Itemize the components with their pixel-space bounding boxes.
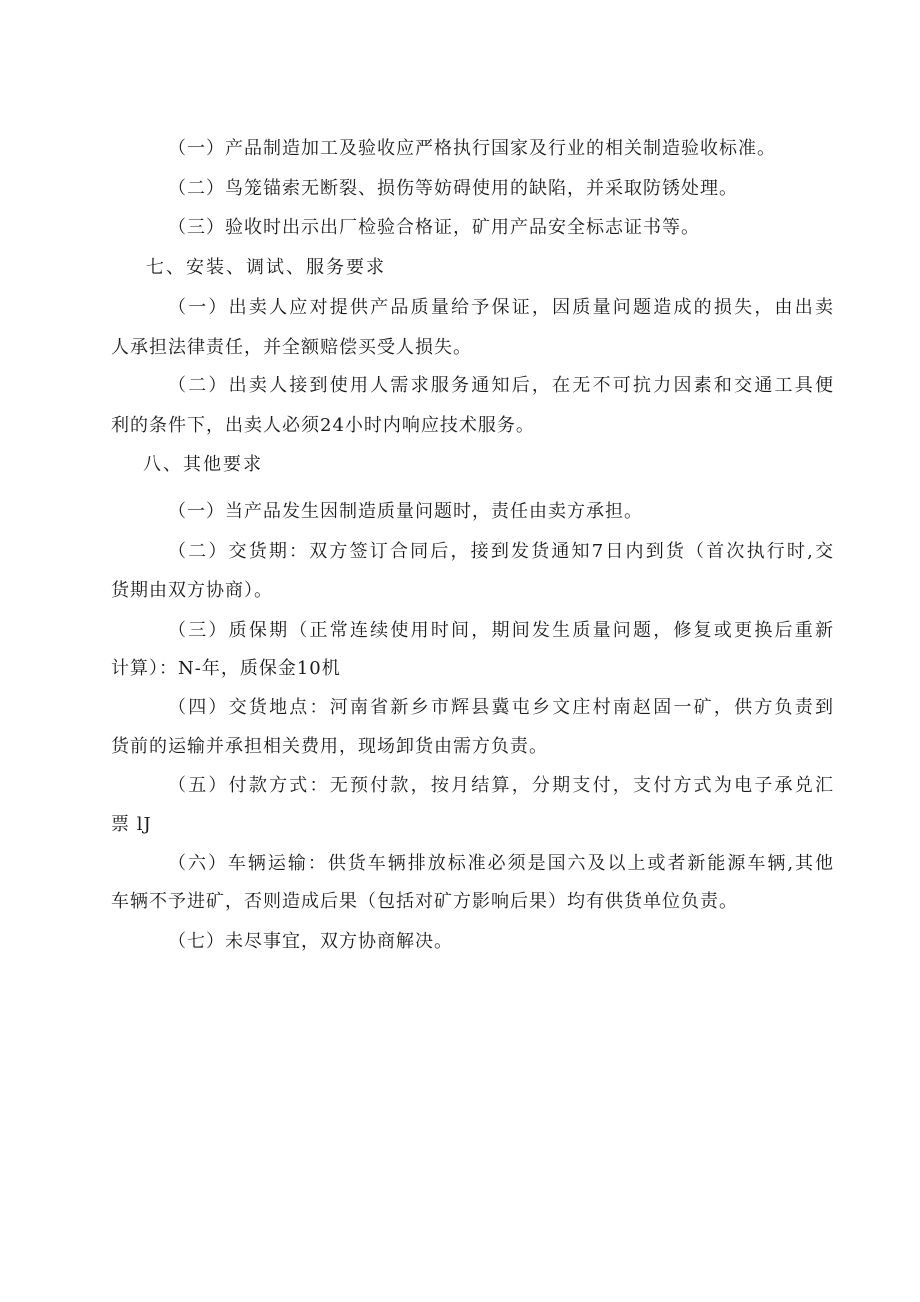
paragraph-seven-item-2-line-1: （二）出卖人接到使用人需求服务通知后，在无不可抗力因素和交通工具便 — [168, 375, 834, 396]
paragraph-eight-item-4-line-1: （四）交货地点：河南省新乡市辉县冀屯乡文庄村南赵固一矿，供方负责到 — [168, 697, 834, 718]
section-seven-heading: 七、安装、调试、服务要求 — [146, 257, 386, 278]
section-eight-heading: 八、其他要求 — [143, 454, 263, 475]
paragraph-six-item-3: （三）验收时出示出厂检验合格证，矿用产品安全标志证书等。 — [168, 217, 700, 238]
paragraph-six-item-1: （一）产品制造加工及验收应严格执行国家及行业的相关制造验收标准。 — [168, 138, 776, 159]
paragraph-eight-item-7: （七）未尽事宜，双方协商解决。 — [168, 931, 453, 952]
paragraph-seven-item-2-line-2: 利的条件下，出卖人必须24小时内响应技术服务。 — [111, 415, 535, 436]
paragraph-six-item-2: （二）鸟笼锚索无断裂、损伤等妨碍使用的缺陷，并采取防锈处理。 — [168, 178, 738, 199]
paragraph-eight-item-1: （一）当产品发生因制造质量问题时，责任由卖方承担。 — [168, 501, 643, 522]
paragraph-eight-item-2-line-2: 货期由双方协商）。 — [111, 580, 273, 601]
paragraph-seven-item-1-line-2: 人承担法律责任，并全额赔偿买受人损失。 — [111, 337, 472, 358]
paragraph-eight-item-3-line-2: 计算）：N-年，质保金10机 — [111, 658, 341, 679]
paragraph-eight-item-6-line-1: （六）车辆运输：供货车辆排放标准必须是国六及以上或者新能源车辆,其他 — [168, 853, 834, 874]
paragraph-seven-item-1-line-1: （一）出卖人应对提供产品质量给予保证，因质量问题造成的损失，由出卖 — [168, 297, 834, 318]
paragraph-eight-item-5-line-2: 票 lJ — [111, 814, 152, 835]
paragraph-eight-item-4-line-2: 货前的运输并承担相关费用，现场卸货由需方负责。 — [111, 736, 548, 757]
paragraph-eight-item-3-line-1: （三）质保期（正常连续使用时间，期间发生质量问题，修复或更换后重新 — [168, 620, 834, 641]
paragraph-eight-item-2-line-1: （二）交货期：双方签订合同后，接到发货通知7日内到货（首次执行时,交 — [168, 541, 834, 562]
paragraph-eight-item-6-line-2: 车辆不予进矿，否则造成后果（包括对矿方影响后果）均有供货单位负责。 — [111, 891, 738, 912]
paragraph-eight-item-5-line-1: （五）付款方式：无预付款，按月结算，分期支付，支付方式为电子承兑汇 — [168, 775, 834, 796]
